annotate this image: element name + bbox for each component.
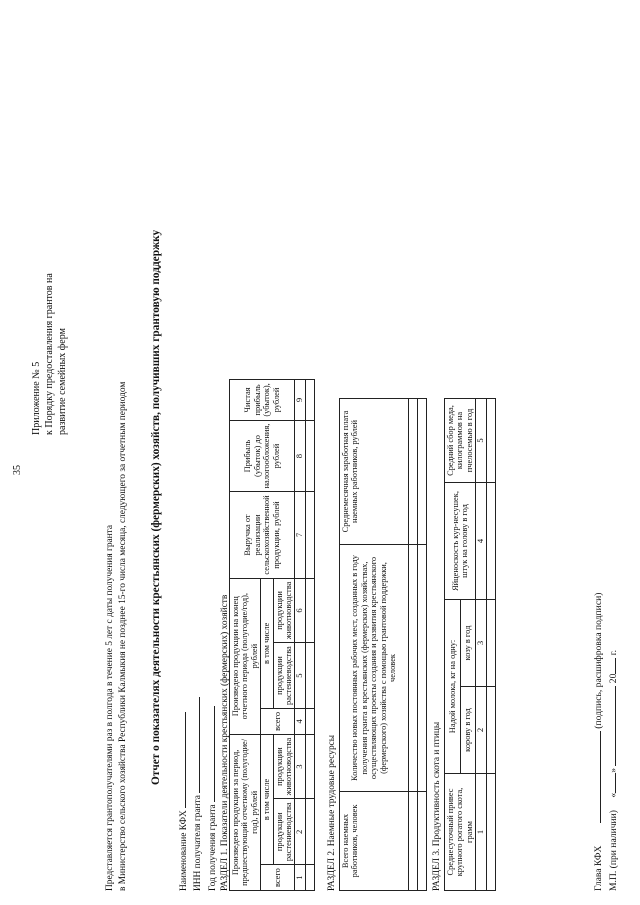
data-cell[interactable] <box>409 545 418 792</box>
inn-label: ИНН получателя гранта <box>193 795 204 891</box>
net-profit-header: Чистая прибыль (убыток), рублей <box>230 380 295 420</box>
farm-name-label: Наименование КФХ <box>179 810 189 891</box>
weight-gain-header: Среднесуточный привес крупного рогатого скота, грамм <box>445 774 476 891</box>
column-number: 6 <box>295 578 306 643</box>
column-number-row <box>295 380 306 891</box>
data-cell[interactable] <box>306 420 315 492</box>
data-cell[interactable] <box>486 687 495 774</box>
signature-block <box>591 593 621 891</box>
section-3-title: РАЗДЕЛ 3. Продуктивность скота и птицы <box>432 721 442 891</box>
egg-yield-header: Яйценоскость кур-несушек, штук на голову в год <box>445 483 476 600</box>
column-number: 9 <box>295 380 306 420</box>
farm-name-field[interactable] <box>176 712 186 808</box>
column-number: 4 <box>295 708 306 734</box>
data-cell[interactable] <box>418 399 427 545</box>
data-entry-row <box>486 399 495 891</box>
stamp-label: М.П. (при наличии) <box>607 810 619 891</box>
month-field[interactable] <box>606 686 616 766</box>
avg-salary-header: Среднемесячная заработная плата наемных работников, рублей <box>340 399 409 545</box>
column-number: 7 <box>295 492 306 578</box>
data-cell[interactable] <box>486 483 495 600</box>
year-suffix: г. <box>607 649 619 656</box>
data-cell[interactable] <box>486 774 495 891</box>
produced-prior-header: Произведено продукции за период, предшествующий отчетному (полугодие/год), рублей <box>230 734 261 890</box>
appendix-line-1: Приложение № 5 <box>31 361 42 435</box>
column-number: 4 <box>476 483 487 600</box>
submission-note <box>104 382 129 891</box>
produced-end-header: Произведено продукции на конец отчетного периода (полугодие/год), рублей <box>230 578 261 734</box>
head-label: Глава КФХ <box>593 845 604 891</box>
submission-note-line-1: Представляется грантополучателями раз в полгода в течение 5 лет с даты получения гранта <box>105 524 115 891</box>
section-1-table <box>229 379 315 891</box>
section-1-title: РАЗДЕЛ 1. Показатели деятельности крестьянских (фермерских) хозяйств <box>220 594 231 891</box>
data-cell[interactable] <box>409 792 418 891</box>
year-prefix: 20 <box>607 673 619 684</box>
prior-including-header: в том числе <box>261 734 273 864</box>
new-jobs-header: Количество новых постоянных рабочих мест, созданных в году получения гранта в крестьянских (фермерских) хозяйствах, осуществляющих проекты создания и развития крестьянского (фермерского) хозяйства с помощью грантовой поддержки, человек <box>340 545 409 792</box>
report-title: Отчет о показателях деятельности крестьянских (фермерских) хозяйств, получивших грантовую поддержку <box>150 229 162 785</box>
data-cell[interactable] <box>418 545 427 792</box>
day-field[interactable] <box>606 773 616 793</box>
employees-header: Всего наемных работников, человек <box>340 792 409 891</box>
prior-crop-header: продукции растениеводства <box>273 799 295 865</box>
column-number: 5 <box>295 643 306 709</box>
section-2-table <box>339 398 427 891</box>
data-cell[interactable] <box>306 492 315 578</box>
data-entry-row <box>306 380 315 891</box>
page-number: 35 <box>12 465 23 475</box>
column-number: 3 <box>295 734 306 799</box>
prior-total-header: всего <box>261 865 295 891</box>
data-cell[interactable] <box>306 380 315 420</box>
inn-field[interactable] <box>190 697 200 793</box>
grant-year-field[interactable] <box>205 706 215 802</box>
data-entry-row <box>418 399 427 891</box>
honey-yield-header: Средний сбор меда, килограммов на пчелосемью в год <box>445 399 476 483</box>
column-number: 5 <box>476 399 487 483</box>
quote-open: « <box>607 792 619 798</box>
year-field[interactable] <box>606 658 616 674</box>
signature-caption: (подпись, расшифровка подписи) <box>593 592 604 729</box>
grantee-info <box>176 595 232 891</box>
section-2-title: РАЗДЕЛ 2. Наемные трудовые ресурсы <box>327 734 337 891</box>
data-cell[interactable] <box>418 792 427 891</box>
data-cell[interactable] <box>409 399 418 545</box>
data-cell[interactable] <box>306 865 315 891</box>
revenue-header: Выручка от реализации сельскохозяйственной продукции, рублей <box>230 492 295 578</box>
data-entry-row <box>409 399 418 891</box>
data-cell[interactable] <box>486 399 495 483</box>
column-number: 2 <box>295 799 306 865</box>
appendix-block <box>30 273 69 435</box>
data-cell[interactable] <box>306 643 315 709</box>
column-number: 3 <box>476 600 487 687</box>
milk-yield-header: Надой молока, кг на одну: <box>445 600 461 774</box>
grant-year-label: Год получения гранта <box>207 804 218 891</box>
column-number: 2 <box>476 687 487 774</box>
data-cell[interactable] <box>306 578 315 643</box>
appendix-line-3: развитие семейных ферм <box>57 328 68 435</box>
data-cell[interactable] <box>306 734 315 799</box>
column-number: 8 <box>295 420 306 492</box>
profit-before-tax-header: Прибыль (убыток) до налогообложения, рублей <box>230 420 295 492</box>
prior-livestock-header: продукции животноводства <box>273 734 295 799</box>
end-including-header: в том числе <box>261 578 273 708</box>
column-number-row <box>476 399 487 891</box>
signature-line[interactable] <box>591 731 601 823</box>
per-cow-header: корову в год <box>460 687 476 774</box>
quote-close: » <box>607 768 619 773</box>
appendix-line-2: к Порядку предоставления грантов на <box>44 273 55 435</box>
end-livestock-header: продукции животноводства <box>273 578 295 643</box>
section-3-table <box>444 398 496 891</box>
end-crop-header: продукции растениеводства <box>273 643 295 709</box>
data-cell[interactable] <box>486 600 495 687</box>
per-goat-header: козу в год <box>460 600 476 687</box>
end-total-header: всего <box>261 708 295 734</box>
data-cell[interactable] <box>306 708 315 734</box>
column-number: 1 <box>295 865 306 891</box>
column-number: 1 <box>476 774 487 891</box>
submission-note-line-2: в Министерство сельского хозяйства Республики Калмыкия не позднее 15-го числа месяца, следующего за отчетным периодом <box>117 381 128 891</box>
data-cell[interactable] <box>306 799 315 865</box>
